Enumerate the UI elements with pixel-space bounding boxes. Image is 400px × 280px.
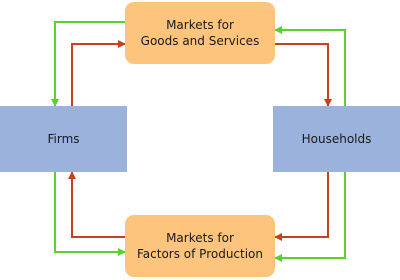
goods-market-label-line1: Markets for — [166, 18, 234, 32]
flow-households-to-factors-arrow — [275, 172, 345, 258]
flow-firms-wages-arrow — [72, 172, 125, 237]
flow-firms-revenue-arrow — [72, 44, 125, 106]
flow-households-income-arrow — [275, 172, 328, 237]
factor-market-label-line2: Factors of Production — [136, 247, 264, 261]
goods-services-market-node — [125, 2, 275, 64]
firms-label: Firms — [47, 132, 80, 146]
households-label: Households — [301, 132, 372, 146]
goods-market-label-line2: Goods and Services — [140, 34, 260, 48]
flow-households-spending-arrow — [275, 44, 328, 106]
factors-production-market-node — [125, 215, 275, 277]
flow-goods-to-households-arrow — [275, 30, 345, 106]
flow-factors-to-firms-arrow — [55, 172, 125, 252]
flow-goods-to-firms-arrow — [55, 22, 125, 106]
households-node — [273, 106, 400, 172]
factor-market-label-line1: Markets for — [166, 231, 234, 245]
firms-node — [0, 106, 127, 172]
